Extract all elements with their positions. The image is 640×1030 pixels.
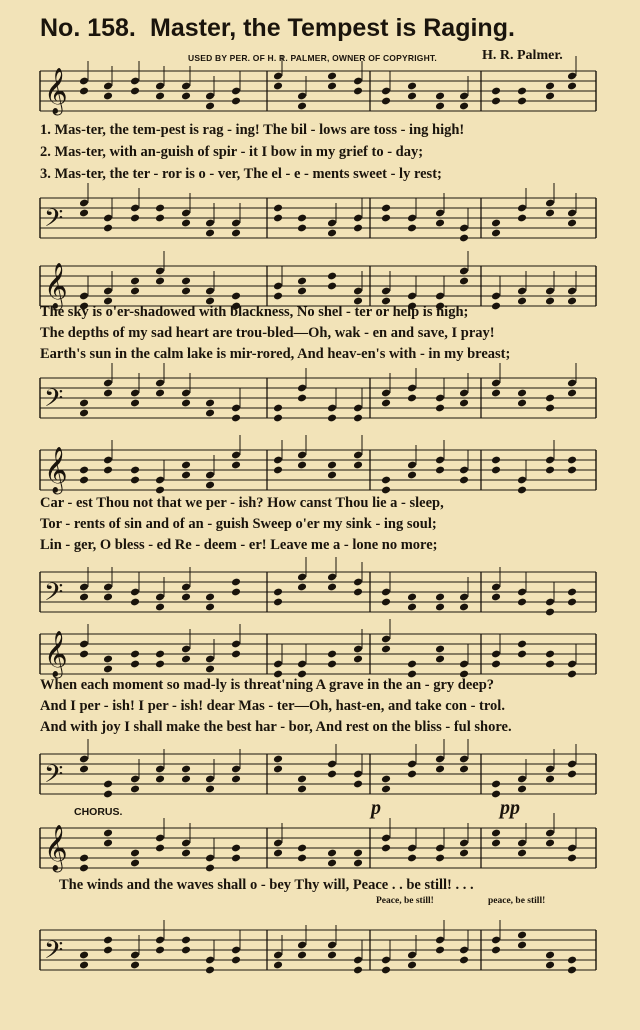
chorus-echo-2: peace, be still! [488,896,546,906]
verse-3-line-4: And with joy I shall make the best har - bor, And rest on the bliss - ful shore. [40,719,512,735]
dynamic-piano: p [371,797,381,819]
svg-text:𝄢: 𝄢 [44,578,64,613]
treble-staff [40,628,596,680]
svg-text:𝄞: 𝄞 [44,825,68,871]
bass-staff [40,192,596,244]
bass-staff [40,748,596,800]
svg-text:𝄢: 𝄢 [44,204,64,239]
bass-staff [40,372,596,424]
hymn-header [0,0,640,70]
svg-text:𝄢: 𝄢 [44,384,64,419]
verse-1-line-1: 1. Mas-ter, the tem-pest is rag - ing! The bil - lows are toss - ing high! [40,122,465,138]
treble-staff [40,822,596,874]
svg-text:𝄢: 𝄢 [44,760,64,795]
treble-staff [40,65,596,117]
svg-text:𝄞: 𝄞 [44,68,68,114]
hymn-title: Master, the Tempest is Raging. [150,14,515,42]
chorus-label: CHORUS. [74,806,123,818]
verse-3-line-2: Earth's sun in the calm lake is mir-rored, And heav-en's with - in my breast; [40,346,511,362]
verse-2-line-1: 2. Mas-ter, with an-guish of spir - it I bow in my grief to - day; [40,144,424,160]
verse-2-line-3: Tor - rents of sin and of an - guish Sweep o'er my sink - ing soul; [40,516,437,532]
hymn-number: No. 158. [40,14,136,42]
svg-text:𝄞: 𝄞 [44,263,68,309]
composer-name: H. R. Palmer. [482,48,563,63]
chorus-echo-1: Peace, be still! [376,896,434,906]
verse-2-line-4: And I per - ish! I per - ish! dear Mas - ter—Oh, hast-en, and take con - trol. [40,698,505,714]
svg-text:𝄞: 𝄞 [44,631,68,677]
verse-1-line-4: When each moment so mad-ly is threat'ning A grave in the an - gry deep? [40,677,495,693]
verse-3-line-1: 3. Mas-ter, the ter - ror is o - ver, The el - e - ments sweet - ly rest; [40,166,442,182]
dynamic-pianissimo: pp [500,797,520,819]
copyright-notice: USED BY PER. OF H. R. PALMER, OWNER OF COPYRIGHT. [188,53,437,63]
chorus-lyric: The winds and the waves shall o - bey Thy will, Peace . . be still! . . . [59,877,474,893]
verse-2-line-2: The depths of my sad heart are trou-bled—Oh, wak - en and save, I pray! [40,325,495,341]
svg-text:𝄞: 𝄞 [44,447,68,493]
verse-1-line-2: The sky is o'er-shadowed with blackness, No shel - ter or help is nigh; [40,304,469,320]
bass-staff [40,924,596,976]
verse-3-line-3: Lin - ger, O bless - ed Re - deem - er! Leave me a - lone no more; [40,537,438,553]
svg-text:𝄢: 𝄢 [44,936,64,971]
treble-staff [40,444,596,496]
bass-staff [40,566,596,618]
verse-1-line-3: Car - est Thou not that we per - ish? How canst Thou lie a - sleep, [40,495,444,511]
